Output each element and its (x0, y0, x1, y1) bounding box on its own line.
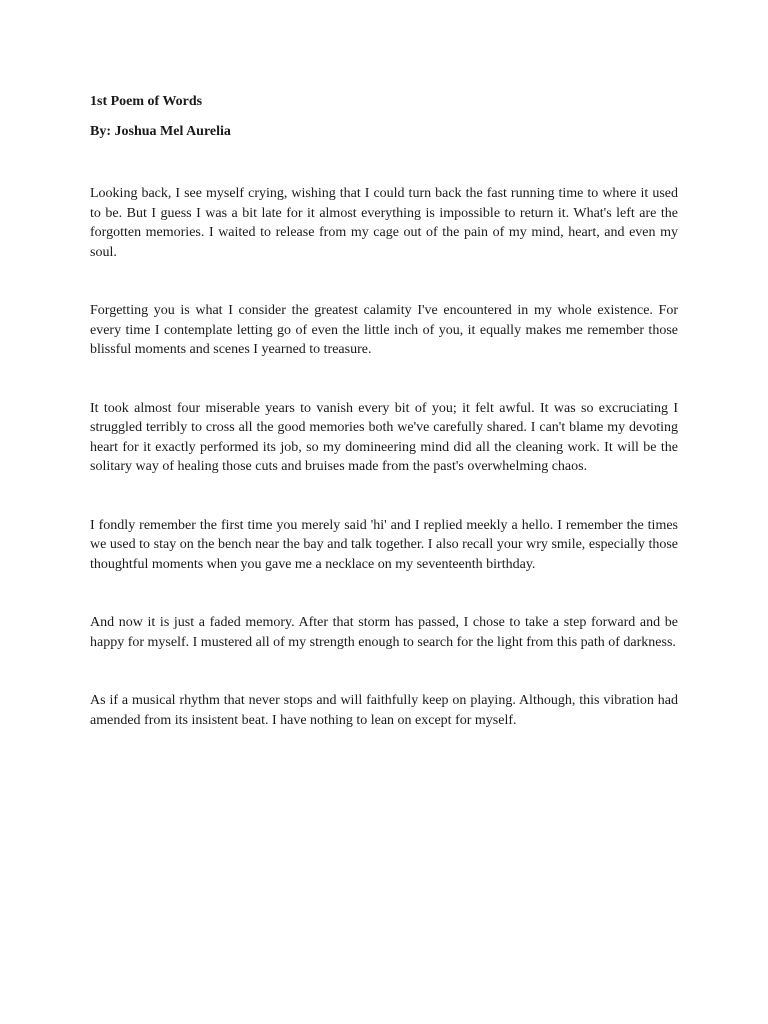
paragraph-4: I fondly remember the first time you merely said 'hi' and I replied meekly a hello. I remember the times we used to stay on the bench near the bay and talk together. I also recall your wry smile, especially those thoughtful moments when you gave me a necklace on my seventeenth birthday. (90, 517, 678, 572)
paragraph-2: Forgetting you is what I consider the greatest calamity I've encountered in my whole existence. For every time I contemplate letting go of even the little inch of you, it equally makes me remember those blissful moments and scenes I yearned to treasure. (90, 303, 678, 357)
paragraph-5: And now it is just a faded memory. After that storm has passed, I chose to take a step forward and be happy for myself. I mustered all of my strength enough to search for the light from this path of darkness. (90, 615, 678, 650)
paragraph-3: It took almost four miserable years to vanish every bit of you; it felt awful. It was so excruciating I struggled terribly to cross all the good memories both we've carefully shared. I can't blame my devoting heart for it exactly performed its job, so my domineering mind did all the cleaning work. It will be the solitary way of healing those cuts and bruises made from the past's overwhelming chaos. (90, 400, 678, 474)
paragraph-6: As if a musical rhythm that never stops and will faithfully keep on playing. Although, this vibration had amended from its insistent beat. I have nothing to lean on except for myself. (90, 693, 678, 728)
poem-author: By: Joshua Mel Aurelia (90, 124, 231, 139)
poem-title: 1st Poem of Words (90, 94, 203, 109)
paragraph-1: Looking back, I see myself crying, wishing that I could turn back the fast running time to where it used to be. But I guess I was a bit late for it almost everything is impossible to return it. What's left are the forgotten memories. I waited to release from my cage out of the pain of my mind, heart, and even my soul. (90, 186, 678, 260)
document-page (90, 92, 678, 769)
